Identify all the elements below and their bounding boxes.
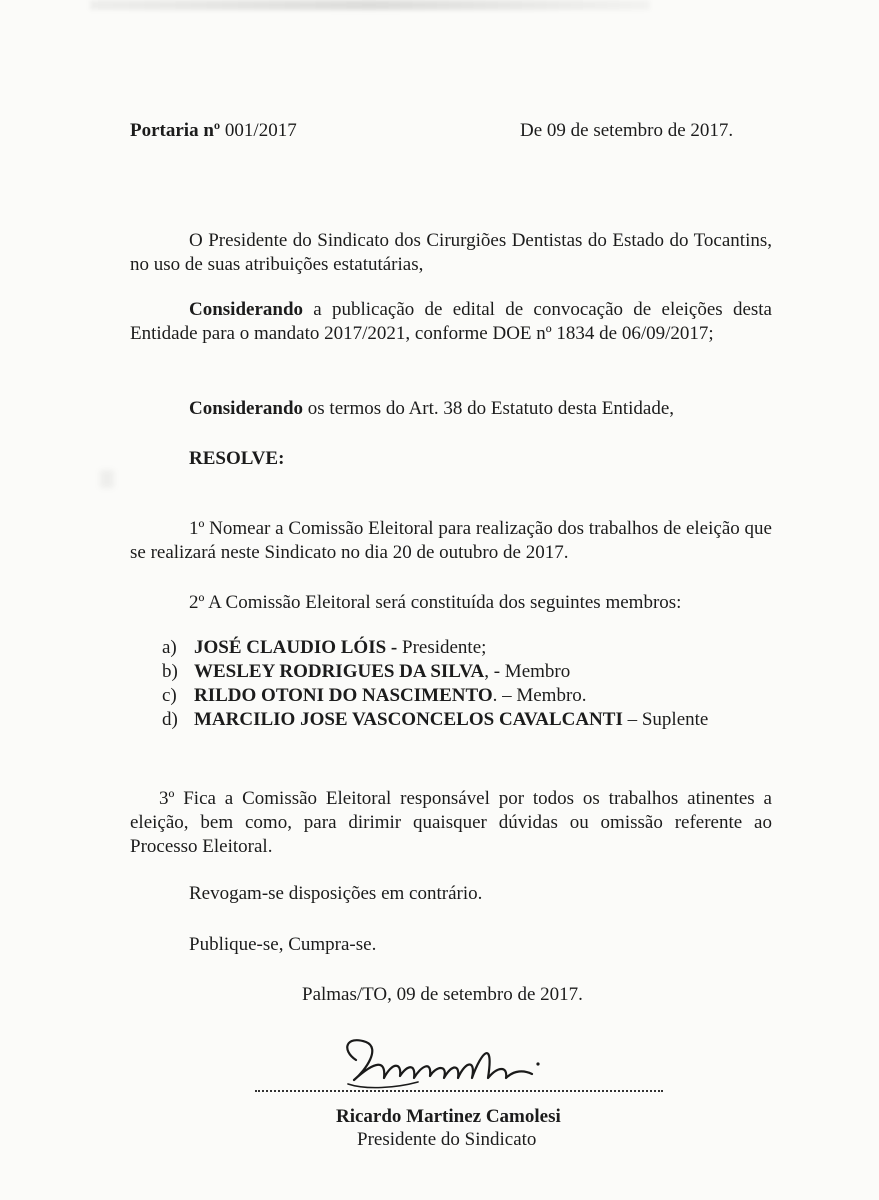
member-role: – Suplente: [622, 709, 709, 730]
signature-line: [255, 1090, 663, 1092]
member-item: [162, 684, 708, 708]
portaria-label: Portaria nº: [130, 120, 221, 141]
member-name: WESLEY RODRIGUES DA SILVA: [194, 661, 485, 682]
scan-smudge: [90, 0, 650, 10]
member-role: Presidente;: [402, 637, 487, 658]
considerando-lead-2: Considerando: [189, 398, 304, 419]
member-letter: d): [162, 709, 178, 730]
signer-name: Ricardo Martinez Camolesi: [336, 1106, 561, 1127]
member-letter: a): [162, 637, 177, 658]
scan-speck: [100, 470, 114, 488]
considerando-paragraph-1: [130, 298, 772, 346]
portaria-heading: [130, 120, 297, 142]
considerando-text-2: os termos do Art. 38 do Estatuto desta Entidade,: [303, 398, 675, 419]
resolve-heading: RESOLVE:: [189, 448, 285, 469]
item-2-paragraph: 2º A Comissão Eleitoral será constituída dos seguintes membros:: [189, 592, 682, 613]
signer-role: Presidente do Sindicato: [357, 1129, 537, 1150]
member-name: RILDO OTONI DO NASCIMENTO: [194, 685, 493, 706]
item-1-paragraph: 1º Nomear a Comissão Eleitoral para realização dos trabalhos de eleição que se realizará neste Sindicato no dia 20 de outubro de 2017.: [130, 518, 772, 563]
members-list: [162, 636, 708, 732]
member-item: [162, 636, 708, 660]
revogam-paragraph: Revogam-se disposições em contrário.: [189, 883, 483, 904]
member-item: [162, 660, 708, 684]
considerando-lead-1: Considerando: [189, 299, 304, 320]
member-letter: b): [162, 661, 178, 682]
item-3-paragraph: 3º Fica a Comissão Eleitoral responsável por todos os trabalhos atinentes a eleição, bem como, para dirimir quaisquer dúvidas ou omissão referente ao Processo Eleitoral.: [130, 788, 772, 857]
portaria-number: 001/2017: [224, 120, 297, 141]
member-name: MARCILIO JOSE VASCONCELOS CAVALCANTI: [194, 709, 623, 730]
member-role: . – Membro.: [492, 685, 587, 706]
member-role: , - Membro: [484, 661, 571, 682]
place-date: Palmas/TO, 09 de setembro de 2017.: [302, 984, 583, 1005]
member-letter: c): [162, 685, 177, 706]
considerando-text-1: a publicação de edital de convocação de eleições desta Entidade para o mandato 2017/2021, conforme DOE nº 1834 de 06/09/2017;: [130, 299, 772, 344]
portaria-date: De 09 de setembro de 2017.: [520, 120, 734, 141]
member-item: [162, 708, 708, 732]
considerando-paragraph-2: [189, 397, 674, 421]
member-name: JOSÉ CLAUDIO LÓIS -: [194, 637, 398, 658]
publique-paragraph: Publique-se, Cumpra-se.: [189, 934, 377, 955]
intro-paragraph: O Presidente do Sindicato dos Cirurgiões Dentistas do Estado do Tocantins, no uso de suas atribuições estatutárias,: [130, 230, 772, 275]
